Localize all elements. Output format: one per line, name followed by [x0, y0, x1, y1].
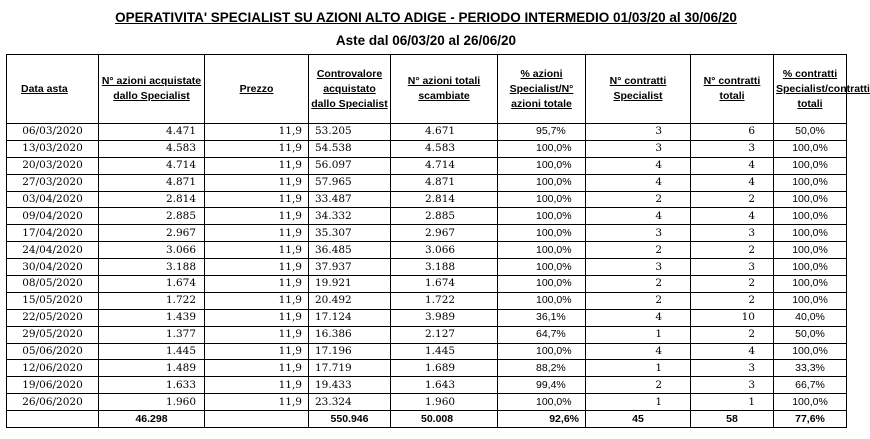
- cell-pct: 100,0%: [498, 394, 586, 411]
- cell-pct: 100,0%: [498, 259, 586, 276]
- cell-pct: 100,0%: [498, 343, 586, 360]
- cell-cs: 2: [586, 242, 691, 259]
- total-ct: 58: [691, 411, 774, 428]
- table-row: [7, 343, 847, 360]
- table-row: [7, 225, 847, 242]
- header-controvalore: Controvalore acquistato dallo Specialist: [309, 55, 391, 124]
- cell-ctrv: 36.485: [309, 242, 391, 259]
- cell-ct: 2: [691, 292, 774, 309]
- cell-cs: 2: [586, 276, 691, 293]
- header-prezzo: Prezzo: [205, 55, 309, 124]
- cell-date: 29/05/2020: [7, 326, 99, 343]
- cell-n1: 1.445: [99, 343, 205, 360]
- cell-price: 11,9: [205, 157, 309, 174]
- header-row: [7, 55, 847, 124]
- cell-pc: 100,0%: [774, 191, 847, 208]
- cell-ctrv: 16.386: [309, 326, 391, 343]
- totals-row: [7, 411, 847, 428]
- total-date: [7, 411, 99, 428]
- cell-n1: 1.722: [99, 292, 205, 309]
- cell-n1: 4.583: [99, 140, 205, 157]
- cell-n1: 2.967: [99, 225, 205, 242]
- cell-n1: 2.885: [99, 208, 205, 225]
- cell-n1: 3.188: [99, 259, 205, 276]
- cell-pc: 100,0%: [774, 225, 847, 242]
- cell-pc: 100,0%: [774, 157, 847, 174]
- cell-pct: 99,4%: [498, 377, 586, 394]
- cell-pc: 50,0%: [774, 124, 847, 141]
- cell-n1: 1.439: [99, 309, 205, 326]
- cell-price: 11,9: [205, 225, 309, 242]
- total-pc: 77,6%: [774, 411, 847, 428]
- cell-date: 22/05/2020: [7, 309, 99, 326]
- cell-price: 11,9: [205, 292, 309, 309]
- table-row: [7, 191, 847, 208]
- cell-date: 19/06/2020: [7, 377, 99, 394]
- cell-price: 11,9: [205, 343, 309, 360]
- cell-cs: 2: [586, 377, 691, 394]
- cell-ct: 2: [691, 276, 774, 293]
- cell-ctrv: 19.921: [309, 276, 391, 293]
- cell-cs: 4: [586, 208, 691, 225]
- cell-tot: 4.583: [391, 140, 498, 157]
- cell-n1: 1.633: [99, 377, 205, 394]
- cell-date: 20/03/2020: [7, 157, 99, 174]
- cell-ctrv: 35.307: [309, 225, 391, 242]
- cell-ctrv: 56.097: [309, 157, 391, 174]
- cell-cs: 4: [586, 309, 691, 326]
- cell-price: 11,9: [205, 208, 309, 225]
- cell-n1: 2.814: [99, 191, 205, 208]
- cell-pc: 100,0%: [774, 259, 847, 276]
- cell-date: 13/03/2020: [7, 140, 99, 157]
- cell-date: 12/06/2020: [7, 360, 99, 377]
- total-cs: 45: [586, 411, 691, 428]
- cell-pc: 100,0%: [774, 140, 847, 157]
- cell-n1: 4.714: [99, 157, 205, 174]
- cell-tot: 1.674: [391, 276, 498, 293]
- table-row: [7, 292, 847, 309]
- cell-pc: 100,0%: [774, 174, 847, 191]
- document-subtitle: Aste dal 06/03/20 al 26/06/20: [335, 33, 517, 48]
- cell-pct: 100,0%: [498, 191, 586, 208]
- cell-cs: 1: [586, 360, 691, 377]
- total-ctrv: 550.946: [309, 411, 391, 428]
- cell-date: 27/03/2020: [7, 174, 99, 191]
- cell-pct: 100,0%: [498, 242, 586, 259]
- cell-ct: 2: [691, 326, 774, 343]
- cell-ctrv: 57.965: [309, 174, 391, 191]
- document-title: [0, 10, 852, 25]
- cell-ctrv: 17.719: [309, 360, 391, 377]
- title-text: OPERATIVITA' SPECIALIST SU AZIONI ALTO ADIGE - PERIODO INTERMEDIO 01/03/20 al 30/06/20: [115, 10, 737, 25]
- cell-cs: 3: [586, 225, 691, 242]
- cell-tot: 2.814: [391, 191, 498, 208]
- cell-ct: 4: [691, 157, 774, 174]
- table-row: [7, 242, 847, 259]
- cell-pct: 95,7%: [498, 124, 586, 141]
- cell-date: 15/05/2020: [7, 292, 99, 309]
- cell-pct: 64,7%: [498, 326, 586, 343]
- cell-tot: 3.188: [391, 259, 498, 276]
- cell-date: 17/04/2020: [7, 225, 99, 242]
- cell-ctrv: 34.332: [309, 208, 391, 225]
- cell-pc: 100,0%: [774, 242, 847, 259]
- cell-pc: 100,0%: [774, 208, 847, 225]
- cell-tot: 2.127: [391, 326, 498, 343]
- cell-pct: 100,0%: [498, 292, 586, 309]
- cell-ct: 6: [691, 124, 774, 141]
- table-row: [7, 140, 847, 157]
- cell-price: 11,9: [205, 377, 309, 394]
- cell-date: 05/06/2020: [7, 343, 99, 360]
- cell-pct: 100,0%: [498, 140, 586, 157]
- cell-tot: 1.643: [391, 377, 498, 394]
- cell-date: 09/04/2020: [7, 208, 99, 225]
- cell-tot: 4.714: [391, 157, 498, 174]
- cell-pc: 100,0%: [774, 276, 847, 293]
- cell-ct: 4: [691, 343, 774, 360]
- cell-tot: 3.066: [391, 242, 498, 259]
- cell-ctrv: 23.324: [309, 394, 391, 411]
- cell-price: 11,9: [205, 326, 309, 343]
- cell-price: 11,9: [205, 309, 309, 326]
- table-row: [7, 174, 847, 191]
- cell-date: 30/04/2020: [7, 259, 99, 276]
- cell-ctrv: 20.492: [309, 292, 391, 309]
- header-n-contratti-totali: N° contratti totali: [691, 55, 774, 124]
- cell-tot: 1.960: [391, 394, 498, 411]
- table-row: [7, 259, 847, 276]
- cell-ctrv: 33.487: [309, 191, 391, 208]
- cell-n1: 3.066: [99, 242, 205, 259]
- cell-pc: 100,0%: [774, 343, 847, 360]
- table-row: [7, 326, 847, 343]
- cell-cs: 3: [586, 140, 691, 157]
- cell-cs: 3: [586, 259, 691, 276]
- cell-tot: 1.722: [391, 292, 498, 309]
- cell-price: 11,9: [205, 191, 309, 208]
- cell-pct: 36,1%: [498, 309, 586, 326]
- cell-price: 11,9: [205, 124, 309, 141]
- cell-pct: 100,0%: [498, 276, 586, 293]
- cell-cs: 4: [586, 343, 691, 360]
- cell-n1: 1.674: [99, 276, 205, 293]
- cell-ct: 10: [691, 309, 774, 326]
- total-n1: 46.298: [99, 411, 205, 428]
- cell-n1: 1.377: [99, 326, 205, 343]
- cell-ct: 3: [691, 225, 774, 242]
- cell-ctrv: 54.538: [309, 140, 391, 157]
- header-n-contratti-specialist: N° contratti Specialist: [586, 55, 691, 124]
- cell-ct: 3: [691, 259, 774, 276]
- cell-ctrv: 37.937: [309, 259, 391, 276]
- cell-ctrv: 19.433: [309, 377, 391, 394]
- cell-ct: 2: [691, 242, 774, 259]
- table-row: [7, 360, 847, 377]
- table-row: [7, 394, 847, 411]
- cell-cs: 3: [586, 124, 691, 141]
- specialist-table: [6, 54, 870, 428]
- total-pct: 92,6%: [498, 411, 586, 428]
- cell-pc: 50,0%: [774, 326, 847, 343]
- cell-ct: 3: [691, 377, 774, 394]
- cell-pc: 33,3%: [774, 360, 847, 377]
- cell-date: 03/04/2020: [7, 191, 99, 208]
- cell-tot: 1.689: [391, 360, 498, 377]
- cell-cs: 2: [586, 292, 691, 309]
- cell-price: 11,9: [205, 140, 309, 157]
- header-n-azioni-totali: N° azioni totali scambiate: [391, 55, 498, 124]
- cell-price: 11,9: [205, 360, 309, 377]
- cell-ctrv: 17.124: [309, 309, 391, 326]
- cell-pct: 100,0%: [498, 174, 586, 191]
- cell-price: 11,9: [205, 174, 309, 191]
- total-price: [205, 411, 309, 428]
- cell-pct: 100,0%: [498, 208, 586, 225]
- cell-ct: 2: [691, 191, 774, 208]
- header-n-azioni-specialist: N° azioni acquistate dallo Specialist: [99, 55, 205, 124]
- header-date: Data asta: [7, 55, 99, 124]
- table-row: [7, 157, 847, 174]
- cell-n1: 4.871: [99, 174, 205, 191]
- table-row: [7, 377, 847, 394]
- table-row: [7, 208, 847, 225]
- cell-ct: 3: [691, 140, 774, 157]
- cell-price: 11,9: [205, 394, 309, 411]
- cell-pc: 40,0%: [774, 309, 847, 326]
- cell-tot: 2.967: [391, 225, 498, 242]
- table-row: [7, 309, 847, 326]
- cell-n1: 4.471: [99, 124, 205, 141]
- cell-tot: 1.445: [391, 343, 498, 360]
- cell-cs: 4: [586, 157, 691, 174]
- cell-price: 11,9: [205, 259, 309, 276]
- cell-cs: 4: [586, 174, 691, 191]
- cell-pct: 100,0%: [498, 157, 586, 174]
- table-row: [7, 276, 847, 293]
- cell-pc: 100,0%: [774, 292, 847, 309]
- cell-tot: 3.989: [391, 309, 498, 326]
- cell-date: 26/06/2020: [7, 394, 99, 411]
- table-row: [7, 124, 847, 141]
- cell-pc: 66,7%: [774, 377, 847, 394]
- cell-tot: 4.671: [391, 124, 498, 141]
- cell-pc: 100,0%: [774, 394, 847, 411]
- cell-cs: 1: [586, 394, 691, 411]
- cell-price: 11,9: [205, 276, 309, 293]
- cell-ct: 3: [691, 360, 774, 377]
- cell-pct: 100,0%: [498, 225, 586, 242]
- cell-date: 24/04/2020: [7, 242, 99, 259]
- cell-price: 11,9: [205, 242, 309, 259]
- header-pct-contratti: % contratti Specialist/contratti totali: [774, 55, 847, 124]
- cell-ct: 1: [691, 394, 774, 411]
- cell-tot: 2.885: [391, 208, 498, 225]
- cell-ct: 4: [691, 174, 774, 191]
- cell-ct: 4: [691, 208, 774, 225]
- total-tot: 50.008: [391, 411, 498, 428]
- cell-ctrv: 53.205: [309, 124, 391, 141]
- cell-n1: 1.489: [99, 360, 205, 377]
- cell-cs: 1: [586, 326, 691, 343]
- cell-cs: 2: [586, 191, 691, 208]
- header-pct-azioni: % azioni Specialist/N° azioni totale: [498, 55, 586, 124]
- cell-date: 06/03/2020: [7, 124, 99, 141]
- cell-n1: 1.960: [99, 394, 205, 411]
- cell-tot: 4.871: [391, 174, 498, 191]
- cell-ctrv: 17.196: [309, 343, 391, 360]
- cell-pct: 88,2%: [498, 360, 586, 377]
- cell-date: 08/05/2020: [7, 276, 99, 293]
